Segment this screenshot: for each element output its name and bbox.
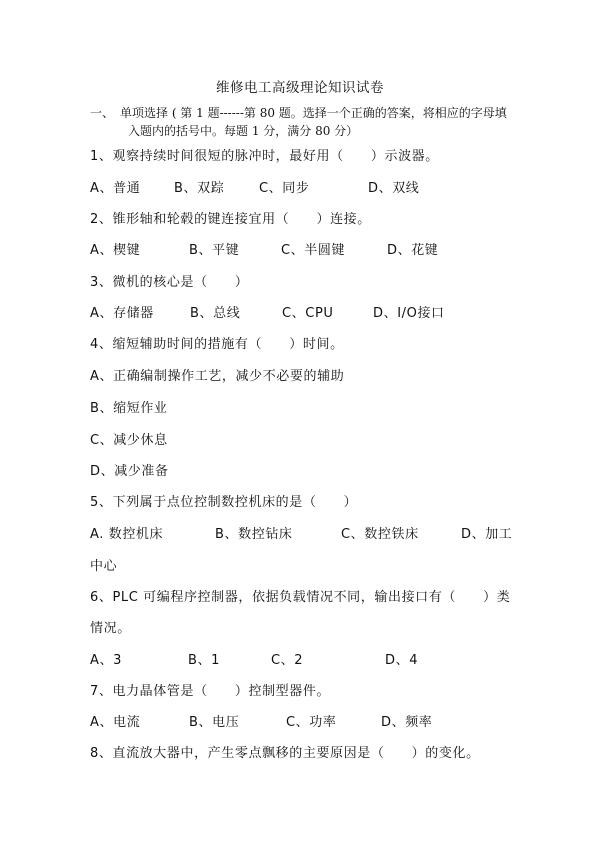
question-7-option-b: B、电压 [189, 715, 240, 730]
question-1-option-b: B、双踪 [174, 181, 225, 196]
question-2-option-c: C、半圆键 [281, 243, 346, 258]
question-5-option-d: D、加工 [461, 527, 513, 542]
question-6-option-c: C、2 [271, 653, 304, 668]
question-6-option-a: A、3 [90, 653, 122, 668]
question-3-option-b: B、总线 [190, 306, 241, 321]
question-3-option-c: C、CPU [282, 306, 334, 321]
question-5-option-a: A. 数控机床 [90, 527, 164, 542]
question-3-option-a: A、存储器 [90, 306, 154, 321]
question-6-stem-wrap: 情况。 [90, 621, 131, 636]
question-5-option-d-wrap: 中心 [90, 559, 118, 574]
question-4-option-c: C、减少休息 [90, 433, 168, 448]
question-1-option-a: A、普通 [90, 181, 141, 196]
question-2-stem: 2、锥形轴和轮毂的键连接宜用（ ）连接。 [90, 212, 371, 227]
question-7-stem: 7、电力晶体管是（ ）控制型器件。 [90, 684, 331, 699]
exam-title: 维修电工高级理论知识试卷 [216, 80, 384, 96]
question-5-option-c: C、数控铁床 [341, 527, 419, 542]
question-2-option-d: D、花键 [387, 243, 439, 258]
section-number: 一、 [90, 106, 115, 120]
question-4-option-a: A、正确编制操作工艺，减少不必要的辅助 [90, 369, 345, 384]
question-6-option-d: D、4 [385, 653, 419, 668]
question-7-option-a: A、电流 [90, 715, 141, 730]
section-instruction-line-1: 单项选择 ( 第 1 题------第 80 题。选择一个正确的答案，将相应的字母填 [120, 106, 507, 120]
question-2-option-a: A、楔键 [90, 243, 141, 258]
section-instruction-line-2: 入题内的括号中。每题 1 分，满分 80 分） [128, 124, 359, 138]
question-3-option-d: D、I/O接口 [373, 306, 445, 321]
question-4-option-b: B、缩短作业 [90, 401, 168, 416]
question-4-stem: 4、缩短辅助时间的措施有（ ）时间。 [90, 337, 344, 352]
question-6-option-b: B、1 [188, 653, 220, 668]
question-1-option-c: C、同步 [259, 181, 310, 196]
question-6-stem: 6、PLC 可编程序控制器，依据负载情况不同，输出接口有（ ）类 [90, 590, 511, 605]
question-1-option-d: D、双线 [368, 181, 420, 196]
question-8-stem: 8、直流放大器中，产生零点飘移的主要原因是（ ）的变化。 [90, 746, 480, 761]
question-5-option-b: B、数控钻床 [215, 527, 293, 542]
question-3-stem: 3、微机的核心是（ ） [90, 275, 249, 290]
question-4-option-d: D、减少准备 [90, 464, 169, 479]
question-7-option-d: D、频率 [381, 715, 433, 730]
question-7-option-c: C、功率 [286, 715, 337, 730]
question-2-option-b: B、平键 [189, 243, 240, 258]
question-1-stem: 1、观察持续时间很短的脉冲时，最好用（ ）示波器。 [90, 149, 439, 164]
question-5-stem: 5、下列属于点位控制数控机床的是（ ） [90, 495, 358, 510]
